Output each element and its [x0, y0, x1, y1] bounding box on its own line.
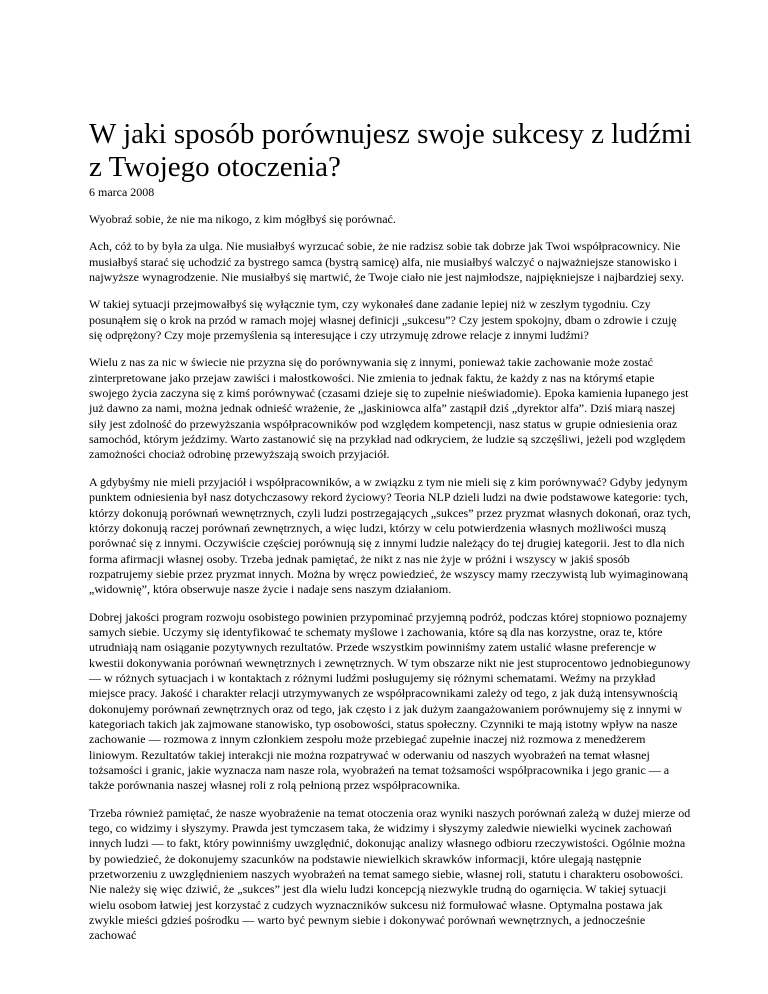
paragraph: Ach, cóż to by była za ulga. Nie musiałbyś wyrzucać sobie, że nie radzisz sobie tak dobrze jak Twoi współpracownicy. Nie musiałbyś starać się uchodzić za bystrego samca (bystrą samicę) alfa, nie musiałbyś walczyć o najważniejsze stanowisko i najwyższe wynagrodzenie. Nie musiałbyś się martwić, że Twoje ciało nie jest najmłodsze, najpiękniejsze i najbardziej sexy.: [89, 239, 684, 285]
article-title: W jaki sposób porównujesz swoje sukcesy z ludźmi z Twojego otoczenia?: [89, 118, 692, 183]
paragraph: Wielu z nas za nic w świecie nie przyzna się do porównywania się z innymi, ponieważ takie zachowanie może zostać zinterpretowane jako przejaw zawiści i małostkowości. Nie zmienia to jednak faktu, że każdy z nas na którymś etapie swojego życia zaczyna się z kimś porównywać (czasami dzieje się to zupełnie nieświadomie). Epoka kamienia łupanego jest już dawno za nami, można jednak odnieść wrażenie, że „jaskiniowca alfa” zastąpił dziś „dyrektor alfa”. Dziś miarą naszej siły jest zdolność do przewyższania współpracowników pod względem kompetencji, nasz status w grupie odniesienia oraz samochód, którym jeździmy. Warto zastanowić się na przykład nad odkryciem, że ludzie są szczęśliwi, jeżeli pod względem zamożności chociaż odrobinę przewyższają swoich przyjaciół.: [89, 355, 689, 462]
paragraph: Wyobraź sobie, że nie ma nikogo, z kim mógłbyś się porównać.: [89, 212, 396, 226]
paragraph: Dobrej jakości program rozwoju osobistego powinien przypominać przyjemną podróż, podczas której stopniowo poznajemy samych siebie. Uczymy się identyfikować te schematy myślowe i zachowania, które są dla nas korzystne, oraz te, które utrudniają nam osiąganie pozytywnych rezultatów. Przede wszystkim powinniśmy zatem ustalić własne preferencje w kwestii dokonywania porównań wewnętrznych i zewnętrznych. W tym obszarze nikt nie jest stuprocentowo jednobiegunowy — w różnych sytuacjach i w kontaktach z różnymi ludźmi posługujemy się różnymi schematami. Weźmy na przykład miejsce pracy. Jakość i charakter relacji utrzymywanych ze współpracownikami zależy od tego, z jak dużą intensywnością dokonujemy porównań zewnętrznych oraz od tego, jak często i z jak dużym zaangażowaniem porównujemy się z innymi w kategoriach takich jak zajmowane stanowisko, typ osobowości, status społeczny. Czynniki te mają istotny wpływ na nasze zachowanie — rozmowa z innym członkiem zespołu może przebiegać zupełnie inaczej niż rozmowa z menedżerem liniowym. Rezultatów takiej interakcji nie można rozpatrywać w oderwaniu od naszych wyobrażeń na temat własnej tożsamości i granic, jakie wyznacza nam nasze rola, wyobrażeń na temat tożsamości współpracownika i jego granic — a także porównania naszej własnej roli z rolą pełnioną przez współpracownika.: [89, 609, 691, 793]
paragraph: Trzeba również pamiętać, że nasze wyobrażenie na temat otoczenia oraz wyniki naszych porównań zależą w dużej mierze od tego, co widzimy i słyszymy. Prawda jest tymczasem taka, że widzimy i słyszymy zaledwie niewielki wycinek zachowań innych ludzi — to fakt, który powinniśmy uwzględnić, dokonując analizy własnego odbioru rzeczywistości. Ogólnie można by powiedzieć, że dokonujemy szacunków na podstawie niewielkich skrawków informacji, które ulegają następnie przetworzeniu z uwzględnieniem naszych wyobrażeń na temat samego siebie, własnej roli, statutu i charakteru osobowości. Nie należy się więc dziwić, że „sukces” jest dla wielu ludzi koncepcją niezwykle trudną do ogarnięcia. W takiej sytuacji wielu osobom łatwiej jest korzystać z cudzych wyznaczników sukcesu niż formułować własne. Optymalna postawa jak zwykle mieści gdzieś pośrodku — warto być pewnym siebie i dokonywać porównań wewnętrznych, a jednocześnie zachować: [89, 805, 691, 943]
paragraph: W takiej sytuacji przejmowałbyś się wyłącznie tym, czy wykonałeś dane zadanie lepiej niż w zeszłym tygodniu. Czy posunąłem się o krok na przód w ramach mojej własnej definicji „sukcesu”? Czy jestem spokojny, dbam o zdrowie i czuję się odprężony? Czy moje przemyślenia są interesujące i czy utrzymuję zdrowe relacje z innymi ludźmi?: [89, 297, 677, 343]
paragraph: A gdybyśmy nie mieli przyjaciół i współpracowników, a w związku z tym nie mieli się z kim porównywać? Gdyby jedynym punktem odniesienia był nasz dotychczasowy rekord życiowy? Teoria NLP dzieli ludzi na dwie podstawowe kategorie: tych, którzy dokonują porównań wewnętrznych, czyli ludzi postrzegających „sukces” przez pryzmat własnych dokonań, oraz tych, którzy dokonują raczej porównań zewnętrznych, a więc ludzi, którzy w celu potwierdzenia własnych możliwości muszą porównać się z innymi. Oczywiście częściej porównują się z innymi ludzie należący do tej drugiej kategorii. Jest to dla nich forma afirmacji własnej osoby. Trzeba jednak pamiętać, że nikt z nas nie żyje w próżni i wszyscy w jakiś sposób rozpatrujemy siebie przez pryzmat innych. Można by wręcz powiedzieć, że wszyscy mamy rzeczywistą lub wyimaginowaną „widownię”, która obserwuje nasze życie i nadaje sens naszym działaniom.: [89, 474, 691, 597]
article-body: [89, 212, 693, 944]
article-date: 6 marca 2008: [89, 185, 155, 199]
